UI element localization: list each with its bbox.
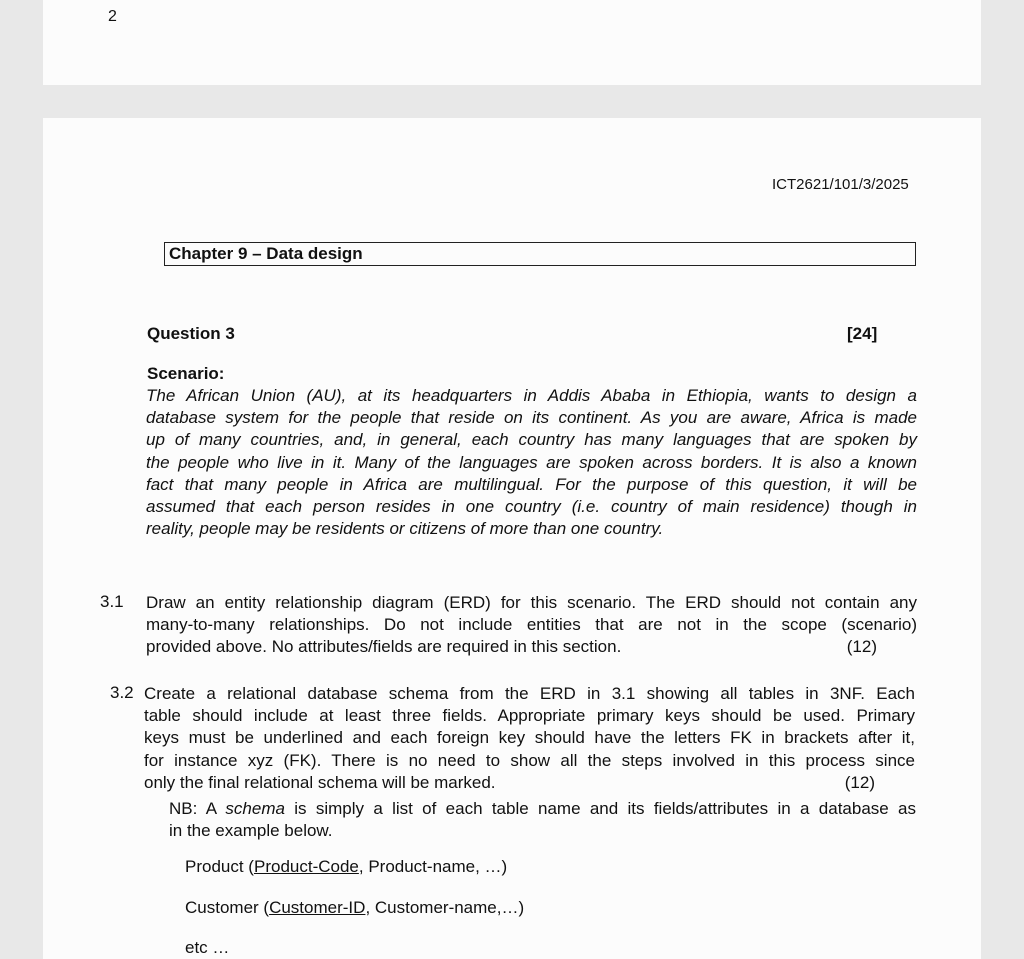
schema-example	[185, 857, 507, 877]
scenario-line: the people who live in it. Many of the languages are spoken across borders. It is also a known	[146, 452, 917, 472]
fields: , Product-name, …)	[358, 857, 508, 876]
schema-example	[185, 898, 524, 918]
fields: , Customer-name,…)	[365, 898, 525, 917]
scenario-text	[146, 385, 917, 540]
scenario-line: database system for the people that reside on its continent. As you are aware, Africa is made	[146, 408, 917, 428]
subquestion-line: Create a relational database schema from the ERD in 3.1 showing all tables in 3NF. Each	[144, 684, 915, 703]
subquestion-number: 3.1	[100, 592, 124, 611]
subquestion-marks: (12)	[846, 637, 877, 657]
note-rest: is simply a list of each table name and its fields/attributes in a database as	[284, 799, 916, 818]
question-marks: [24]	[847, 324, 878, 343]
subquestion-marks: (12)	[844, 772, 875, 792]
note-emphasis: schema	[225, 799, 285, 818]
subquestion-last-line	[146, 636, 917, 658]
subquestion-line: many-to-many relationships. Do not include entities that are not in the scope (scenario)	[146, 615, 917, 635]
subquestion-last-line	[144, 772, 915, 794]
scenario-line: assumed that each person resides in one country (i.e. country of main residence) though in	[146, 496, 917, 516]
note-line	[169, 798, 916, 820]
page-number: 2	[108, 8, 117, 25]
scenario-line: The African Union (AU), at its headquarters in Addis Ababa in Ethiopia, wants to design a	[146, 386, 917, 405]
chapter-title: Chapter 9 – Data design	[164, 242, 916, 266]
note-text	[169, 798, 916, 842]
subquestion-line: only the final relational schema will be marked.	[144, 772, 496, 792]
primary-key: Customer-ID	[269, 898, 366, 917]
etc-text: etc …	[185, 938, 230, 957]
current-page	[43, 118, 981, 959]
primary-key: Product-Code	[253, 857, 359, 876]
subquestion-line: for instance xyz (FK). There is no need to show all the steps involved in this process since	[144, 750, 915, 770]
document-code: ICT2621/101/3/2025	[772, 176, 909, 193]
table-name: Customer (	[185, 898, 270, 917]
scenario-line: reality, people may be residents or citizens of more than one country.	[146, 519, 664, 539]
scenario-line: up of many countries, and, in general, each country has many languages that are spoken by	[146, 430, 917, 450]
question-title: Question 3	[147, 324, 235, 343]
note-prefix: NB: A	[169, 799, 226, 818]
subquestion-line: table should include at least three fields. Appropriate primary keys should be used. Primary	[144, 706, 915, 726]
subquestion-3-2-text	[144, 683, 915, 794]
table-name: Product (	[185, 857, 254, 876]
subquestion-number: 3.2	[110, 683, 134, 702]
scenario-heading: Scenario:	[147, 364, 225, 383]
subquestion-line: Draw an entity relationship diagram (ERD) for this scenario. The ERD should not contain any	[146, 593, 917, 612]
previous-page	[43, 0, 981, 85]
scenario-line: fact that many people in Africa are multilingual. For the purpose of this question, it will be	[146, 474, 917, 494]
note-line: in the example below.	[169, 821, 333, 841]
subquestion-line: provided above. No attributes/fields are required in this section.	[146, 637, 622, 657]
subquestion-3-1-text	[146, 592, 917, 659]
subquestion-line: keys must be underlined and each foreign key should have the letters FK in brackets after it,	[144, 728, 915, 748]
